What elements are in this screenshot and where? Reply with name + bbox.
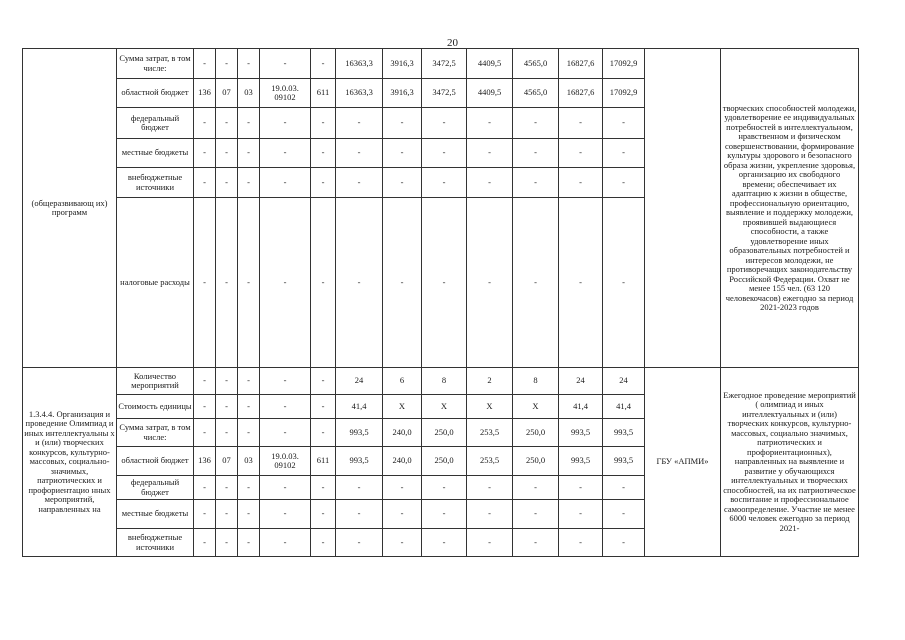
row-label: налоговые расходы	[117, 198, 194, 368]
value-cell: 16363,3	[336, 79, 383, 108]
value-cell: -	[513, 198, 559, 368]
code-cell: -	[216, 139, 238, 168]
value-cell: -	[559, 198, 603, 368]
code-cell: -	[311, 139, 336, 168]
code-cell: -	[238, 419, 260, 447]
value-cell: 993,5	[603, 419, 645, 447]
value-cell: X	[467, 395, 513, 419]
code-cell: -	[216, 368, 238, 395]
olympiad-activity-description: Ежегодное проведение мероприятий ( олимпиад и иных интеллектуальных и (или) творческих конкурсов, культурно-массовых, социально значимых, патриотических и профориентационных), направленных на выявление и развитие у обучающихся интеллектуальных и творческих способностей, на их патриотическое воспитание и профессиональное самоопределение. Участие не менее 6000 человек ежегодно за период 2021-	[721, 368, 859, 557]
code-cell: -	[238, 500, 260, 529]
value-cell: 4565,0	[513, 79, 559, 108]
value-cell: -	[603, 500, 645, 529]
code-cell: -	[216, 476, 238, 500]
code-cell: 03	[238, 79, 260, 108]
code-cell: 19.0.03. 09102	[260, 79, 311, 108]
code-cell: -	[216, 529, 238, 557]
value-cell: -	[383, 500, 422, 529]
code-cell: -	[194, 139, 216, 168]
code-cell: -	[194, 108, 216, 139]
code-cell: -	[311, 476, 336, 500]
value-cell: 3472,5	[422, 79, 467, 108]
code-cell: -	[238, 476, 260, 500]
value-cell: 41,4	[559, 395, 603, 419]
value-cell: -	[383, 476, 422, 500]
value-cell: -	[603, 139, 645, 168]
value-cell: 24	[559, 368, 603, 395]
code-cell: -	[260, 395, 311, 419]
value-cell: 17092,9	[603, 79, 645, 108]
value-cell: -	[467, 108, 513, 139]
code-cell: -	[194, 500, 216, 529]
value-cell: -	[513, 168, 559, 198]
code-cell: -	[260, 419, 311, 447]
value-cell: 41,4	[603, 395, 645, 419]
code-cell: -	[311, 198, 336, 368]
value-cell: 17092,9	[603, 49, 645, 79]
code-cell: -	[260, 500, 311, 529]
value-cell: -	[383, 529, 422, 557]
code-cell: -	[194, 49, 216, 79]
value-cell: 993,5	[559, 419, 603, 447]
code-cell: -	[311, 419, 336, 447]
value-cell: -	[383, 168, 422, 198]
value-cell: -	[603, 529, 645, 557]
code-cell: -	[260, 198, 311, 368]
code-cell: -	[311, 500, 336, 529]
code-cell: -	[260, 368, 311, 395]
value-cell: -	[383, 198, 422, 368]
value-cell: -	[467, 168, 513, 198]
row-label: внебюджетные источники	[117, 529, 194, 557]
page-number: 20	[447, 37, 458, 49]
row-label: федеральный бюджет	[117, 108, 194, 139]
value-cell: 993,5	[336, 447, 383, 476]
value-cell: 16363,3	[336, 49, 383, 79]
code-cell: -	[311, 108, 336, 139]
value-cell: -	[383, 108, 422, 139]
value-cell: 8	[513, 368, 559, 395]
code-cell: -	[238, 168, 260, 198]
value-cell: -	[422, 108, 467, 139]
value-cell: 3916,3	[383, 79, 422, 108]
table-row	[23, 368, 859, 395]
row-label: Стоимость единицы	[117, 395, 194, 419]
code-cell: -	[311, 49, 336, 79]
code-cell: 03	[238, 447, 260, 476]
code-cell: -	[260, 168, 311, 198]
value-cell: -	[422, 529, 467, 557]
code-cell: -	[311, 168, 336, 198]
value-cell: 4409,5	[467, 79, 513, 108]
value-cell: 253,5	[467, 447, 513, 476]
code-cell: -	[238, 529, 260, 557]
code-cell: -	[238, 108, 260, 139]
table-row	[23, 49, 859, 79]
value-cell: -	[559, 108, 603, 139]
value-cell: -	[422, 198, 467, 368]
value-cell: -	[559, 139, 603, 168]
value-cell: -	[513, 108, 559, 139]
row-label: областной бюджет	[117, 79, 194, 108]
value-cell: -	[559, 476, 603, 500]
value-cell: -	[336, 139, 383, 168]
code-cell: -	[216, 168, 238, 198]
code-cell: -	[194, 168, 216, 198]
code-cell: 19.0.03. 09102	[260, 447, 311, 476]
code-cell: 07	[216, 79, 238, 108]
value-cell: 16827,6	[559, 49, 603, 79]
value-cell: 41,4	[336, 395, 383, 419]
row-label: местные бюджеты	[117, 500, 194, 529]
code-cell: -	[216, 49, 238, 79]
row-label: Сумма затрат, в том числе:	[117, 419, 194, 447]
row-label: Сумма затрат, в том числе:	[117, 49, 194, 79]
code-cell: -	[216, 419, 238, 447]
value-cell: X	[422, 395, 467, 419]
row-label: областной бюджет	[117, 447, 194, 476]
value-cell: X	[383, 395, 422, 419]
value-cell: -	[603, 108, 645, 139]
program-description: творческих способностей молодежи, удовлетворение ее индивидуальных потребностей в интеллектуальном, нравственном и физическом совершенствовании, формирование культуры здорового и безопасного образа жизни, укрепление здоровья, организацию их свободного времени; обеспечивает их адаптацию к жизни в обществе, профессиональную ориентацию, выявление и поддержку молодежи, проявившей выдающиеся способности, а также удовлетворение иных образовательных потребностей и интересов молодежи, не противоречащих законодательству Российской Федерации. Охват не менее 155 чел. (63 120 человекочасов) ежегодно за период 2021-2023 годов	[721, 49, 859, 368]
code-cell: -	[194, 476, 216, 500]
code-cell: -	[260, 476, 311, 500]
code-cell: -	[216, 395, 238, 419]
code-cell: 136	[194, 447, 216, 476]
value-cell: 24	[603, 368, 645, 395]
code-cell: 611	[311, 447, 336, 476]
row-label: Количество мероприятий	[117, 368, 194, 395]
value-cell: 250,0	[422, 419, 467, 447]
value-cell: 8	[422, 368, 467, 395]
code-cell: -	[238, 49, 260, 79]
value-cell: 3472,5	[422, 49, 467, 79]
code-cell: -	[194, 198, 216, 368]
value-cell: X	[513, 395, 559, 419]
code-cell: -	[238, 139, 260, 168]
value-cell: -	[513, 500, 559, 529]
value-cell: -	[559, 500, 603, 529]
value-cell: -	[336, 198, 383, 368]
code-cell: -	[311, 395, 336, 419]
budget-table	[22, 48, 859, 557]
value-cell: -	[422, 139, 467, 168]
value-cell: 240,0	[383, 447, 422, 476]
value-cell: 3916,3	[383, 49, 422, 79]
value-cell: -	[513, 139, 559, 168]
row-label: федеральный бюджет	[117, 476, 194, 500]
value-cell: 2	[467, 368, 513, 395]
value-cell: -	[559, 168, 603, 198]
value-cell: -	[467, 529, 513, 557]
value-cell: -	[383, 139, 422, 168]
value-cell: -	[467, 500, 513, 529]
code-cell: -	[260, 108, 311, 139]
code-cell: -	[311, 368, 336, 395]
code-cell: -	[260, 139, 311, 168]
code-cell: -	[194, 419, 216, 447]
value-cell: -	[422, 500, 467, 529]
code-cell: -	[194, 395, 216, 419]
value-cell: 993,5	[336, 419, 383, 447]
code-cell: -	[216, 108, 238, 139]
olympiad-activity-executor: ГБУ «АПМИ»	[645, 368, 721, 557]
value-cell: 16827,6	[559, 79, 603, 108]
code-cell: 611	[311, 79, 336, 108]
value-cell: 250,0	[422, 447, 467, 476]
code-cell: -	[216, 500, 238, 529]
value-cell: 240,0	[383, 419, 422, 447]
code-cell: -	[311, 529, 336, 557]
code-cell: -	[260, 49, 311, 79]
value-cell: -	[467, 198, 513, 368]
value-cell: -	[422, 476, 467, 500]
code-cell: -	[194, 368, 216, 395]
row-label: внебюджетные источники	[117, 168, 194, 198]
value-cell: -	[513, 476, 559, 500]
value-cell: -	[603, 476, 645, 500]
program-executor	[645, 49, 721, 368]
value-cell: -	[336, 168, 383, 198]
value-cell: -	[336, 476, 383, 500]
olympiad-activity-name: 1.3.4.4. Организация и проведение Олимпиад и иных интеллектуальны х и (или) творческих конкурсов, культурно-массовых, социально-значимых, патриотических и профориентацио нных мероприятий, направленных на	[23, 368, 117, 557]
value-cell: -	[422, 168, 467, 198]
value-cell: 993,5	[559, 447, 603, 476]
value-cell: -	[559, 529, 603, 557]
program-name: (общеразвивающ их) программ	[23, 49, 117, 368]
value-cell: -	[513, 529, 559, 557]
value-cell: -	[603, 168, 645, 198]
value-cell: 6	[383, 368, 422, 395]
value-cell: 4565,0	[513, 49, 559, 79]
value-cell: -	[467, 476, 513, 500]
row-label: местные бюджеты	[117, 139, 194, 168]
code-cell: -	[238, 198, 260, 368]
code-cell: -	[238, 395, 260, 419]
code-cell: -	[194, 529, 216, 557]
value-cell: -	[467, 139, 513, 168]
code-cell: 07	[216, 447, 238, 476]
code-cell: -	[238, 368, 260, 395]
value-cell: -	[336, 529, 383, 557]
code-cell: -	[260, 529, 311, 557]
value-cell: 4409,5	[467, 49, 513, 79]
value-cell: 993,5	[603, 447, 645, 476]
value-cell: -	[603, 198, 645, 368]
value-cell: -	[336, 500, 383, 529]
value-cell: 250,0	[513, 419, 559, 447]
value-cell: 24	[336, 368, 383, 395]
value-cell: 253,5	[467, 419, 513, 447]
code-cell: -	[216, 198, 238, 368]
code-cell: 136	[194, 79, 216, 108]
value-cell: 250,0	[513, 447, 559, 476]
value-cell: -	[336, 108, 383, 139]
